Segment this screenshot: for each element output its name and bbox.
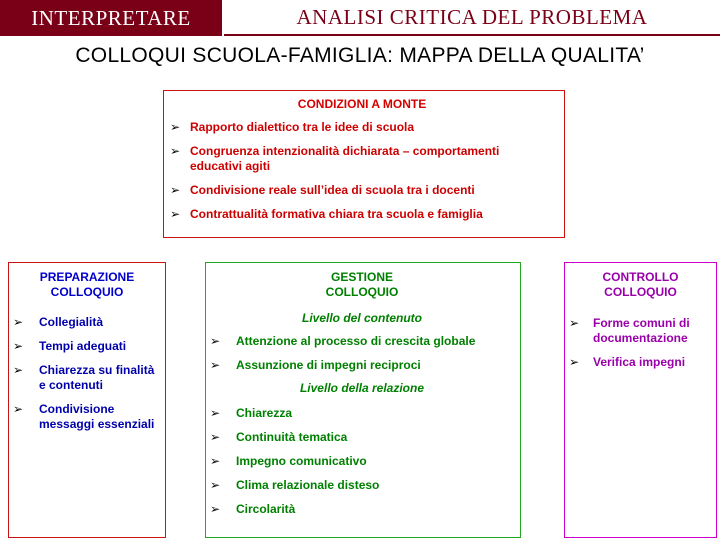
controllo-item [569,316,712,346]
box-controllo-colloquio [564,262,717,538]
gestione-item-text: Attenzione al processo di crescita globale [236,334,476,348]
arrow-bullet-icon: ➢ [13,315,24,329]
arrow-bullet-icon: ➢ [210,454,221,468]
arrow-bullet-icon: ➢ [210,358,221,372]
preparazione-item [13,363,161,393]
arrow-bullet-icon: ➢ [210,478,221,492]
gestione-item [210,334,514,349]
gestione-item-text: Impegno comunicativo [236,454,367,468]
controllo-item-text: Verifica impegni [593,355,686,369]
header-tab-interpretare: INTERPRETARE [0,0,222,36]
preparazione-title-line1: PREPARAZIONE [39,270,135,284]
arrow-bullet-icon: ➢ [210,502,221,516]
gestione-item [210,358,514,373]
arrow-bullet-icon: ➢ [569,316,580,330]
gestione-item [210,478,514,493]
page-subtitle: COLLOQUI SCUOLA-FAMIGLIA: MAPPA DELLA QUALITA’ [75,44,645,67]
arrow-bullet-icon: ➢ [170,120,181,134]
gestione-item [210,454,514,469]
controllo-item-text: Forme comuni di documentazione [593,316,690,345]
preparazione-item-text: Chiarezza su finalità e contenuti [39,363,155,392]
arrow-bullet-icon: ➢ [13,339,24,353]
condizioni-item-text: Congruenza intenzionalità dichiarata – comportamenti educativi agiti [190,144,500,173]
box-preparazione-colloquio [8,262,166,538]
arrow-bullet-icon: ➢ [13,363,24,377]
preparazione-item [13,339,161,354]
gestione-subhead-contenuto: Livello del contenuto [301,311,422,325]
condizioni-item-text: Condivisione reale sull’idea di scuola tra i docenti [190,183,475,197]
condizioni-item-text: Rapporto dialettico tra le idee di scuola [190,120,415,134]
controllo-title [569,270,712,300]
arrow-bullet-icon: ➢ [13,402,24,416]
arrow-bullet-icon: ➢ [170,183,181,197]
gestione-item-text: Chiarezza [236,406,293,420]
preparazione-item-text: Condivisione messaggi essenziali [39,402,155,431]
gestione-title [210,270,514,300]
preparazione-item [13,315,161,330]
header-tab-analisi: ANALISI CRITICA DEL PROBLEMA [224,0,720,36]
gestione-item-text: Continuità tematica [236,430,348,444]
box-condizioni-a-monte [163,90,565,238]
condizioni-item [170,183,554,198]
gestione-item-text: Clima relazionale disteso [236,478,380,492]
controllo-title-line2: COLLOQUIO [604,285,677,299]
gestione-subhead-relazione: Livello della relazione [299,381,425,395]
arrow-bullet-icon: ➢ [569,355,580,369]
controllo-title-line1: CONTROLLO [602,270,679,284]
condizioni-item-text: Contrattualità formativa chiara tra scuola e famiglia [190,207,483,221]
gestione-item [210,406,514,421]
condizioni-item [170,207,554,222]
preparazione-title [13,270,161,300]
arrow-bullet-icon: ➢ [170,144,181,158]
gestione-item [210,502,514,517]
arrow-bullet-icon: ➢ [210,406,221,420]
condizioni-item [170,120,554,135]
preparazione-title-line2: COLLOQUIO [50,285,124,299]
arrow-bullet-icon: ➢ [210,334,221,348]
gestione-title-line1: GESTIONE [330,270,393,284]
arrow-bullet-icon: ➢ [170,207,181,221]
preparazione-item-text: Tempi adeguati [39,339,127,353]
controllo-item [569,355,712,370]
gestione-item-text: Circolarità [236,502,296,516]
preparazione-item-text: Collegialità [39,315,104,329]
condizioni-item [170,144,554,174]
gestione-item [210,430,514,445]
gestione-item-text: Assunzione di impegni reciproci [236,358,421,372]
preparazione-item [13,402,161,432]
gestione-title-line2: COLLOQUIO [325,285,399,299]
arrow-bullet-icon: ➢ [210,430,221,444]
condizioni-title: CONDIZIONI A MONTE [297,97,427,111]
box-gestione-colloquio [205,262,521,538]
